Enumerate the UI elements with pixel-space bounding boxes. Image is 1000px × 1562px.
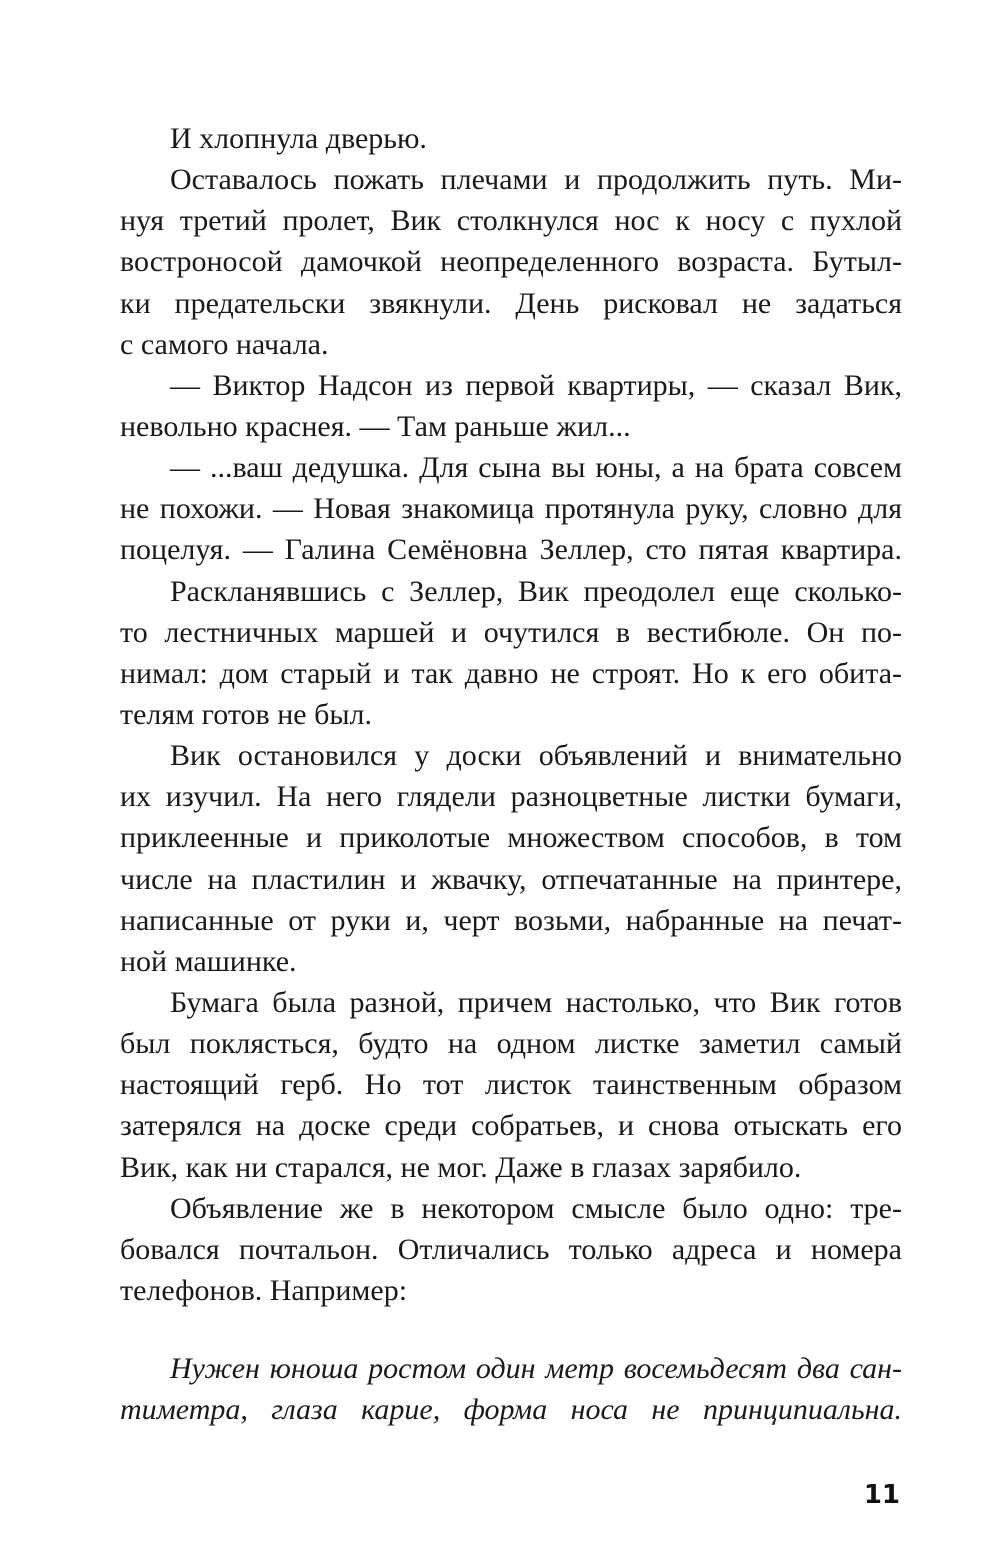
text-line: Объявление же в некотором смысле было одно: тре- bbox=[170, 1191, 902, 1225]
text-line: бовался почтальон. Отличались только адреса и номера bbox=[120, 1232, 902, 1266]
text-line: нуя третий пролет, Вик столкнулся нос к носу с пухлой bbox=[120, 204, 902, 238]
text-line: — ...ваш дедушка. Для сына вы юны, а на брата совсем bbox=[170, 451, 902, 485]
text-line: востроносой дамочкой неопределенного возраста. Бутыл- bbox=[120, 245, 902, 279]
text-line: приклеенные и приколотые множеством способов, в том bbox=[120, 821, 902, 855]
text-line: Раскланявшись с Зеллер, Вик преодолел еще сколько- bbox=[170, 574, 902, 608]
text-line: числе на пластилин и жвачку, отпечатанные на принтере, bbox=[120, 862, 902, 896]
text-line: настоящий герб. Но тот листок таинственным образом bbox=[120, 1068, 902, 1102]
text-line: Бумага была разной, причем настолько, что Вик готов bbox=[170, 985, 902, 1019]
text-line: телефонов. Например: bbox=[120, 1273, 408, 1307]
text-line: Вик, как ни старался, не мог. Даже в глазах зарябило. bbox=[120, 1150, 802, 1184]
text-line: их изучил. На него глядели разноцветные листки бумаги, bbox=[120, 780, 902, 814]
text-line: — Виктор Надсон из первой квартиры, — сказал Вик, bbox=[170, 368, 902, 402]
italic-line: Нужен юноша ростом один метр восемьдесят два сан- bbox=[170, 1352, 902, 1385]
text-line: телям готов не был. bbox=[120, 697, 372, 731]
text-line: Оставалось пожать плечами и продолжить путь. Ми- bbox=[170, 163, 902, 197]
text-line: Вик остановился у доски объявлений и внимательно bbox=[170, 739, 902, 773]
text-line: И хлопнула дверью. bbox=[170, 122, 427, 155]
page-number: 11 bbox=[863, 1480, 900, 1510]
text-line: с самого начала. bbox=[120, 327, 329, 361]
body-text bbox=[120, 118, 902, 1311]
text-line: то лестничных маршей и очутился в вестибюле. Он по- bbox=[120, 615, 902, 649]
text-line: ки предательски звякнули. День рисковал не задаться bbox=[120, 286, 902, 320]
text-line: ной машинке. bbox=[120, 944, 297, 978]
text-line: затерялся на доске среди собратьев, и снова отыскать его bbox=[120, 1109, 902, 1143]
text-line: был поклясться, будто на одном листке заметил самый bbox=[120, 1027, 902, 1061]
quoted-ad-text bbox=[120, 1348, 902, 1430]
text-line: написанные от руки и, черт возьми, набранные на печат- bbox=[120, 903, 902, 937]
text-line: не похожи. — Новая знакомица протянула руку, словно для bbox=[120, 492, 902, 526]
text-line: невольно краснея. — Там раньше жил... bbox=[120, 409, 631, 443]
text-line: поцелуя. — Галина Семёновна Зеллер, сто пятая квартира. bbox=[120, 533, 902, 567]
italic-line: тиметра, глаза карие, форма носа не принципиальна. bbox=[120, 1393, 902, 1427]
text-line: нимал: дом старый и так давно не строят. Но к его обита- bbox=[120, 656, 902, 690]
